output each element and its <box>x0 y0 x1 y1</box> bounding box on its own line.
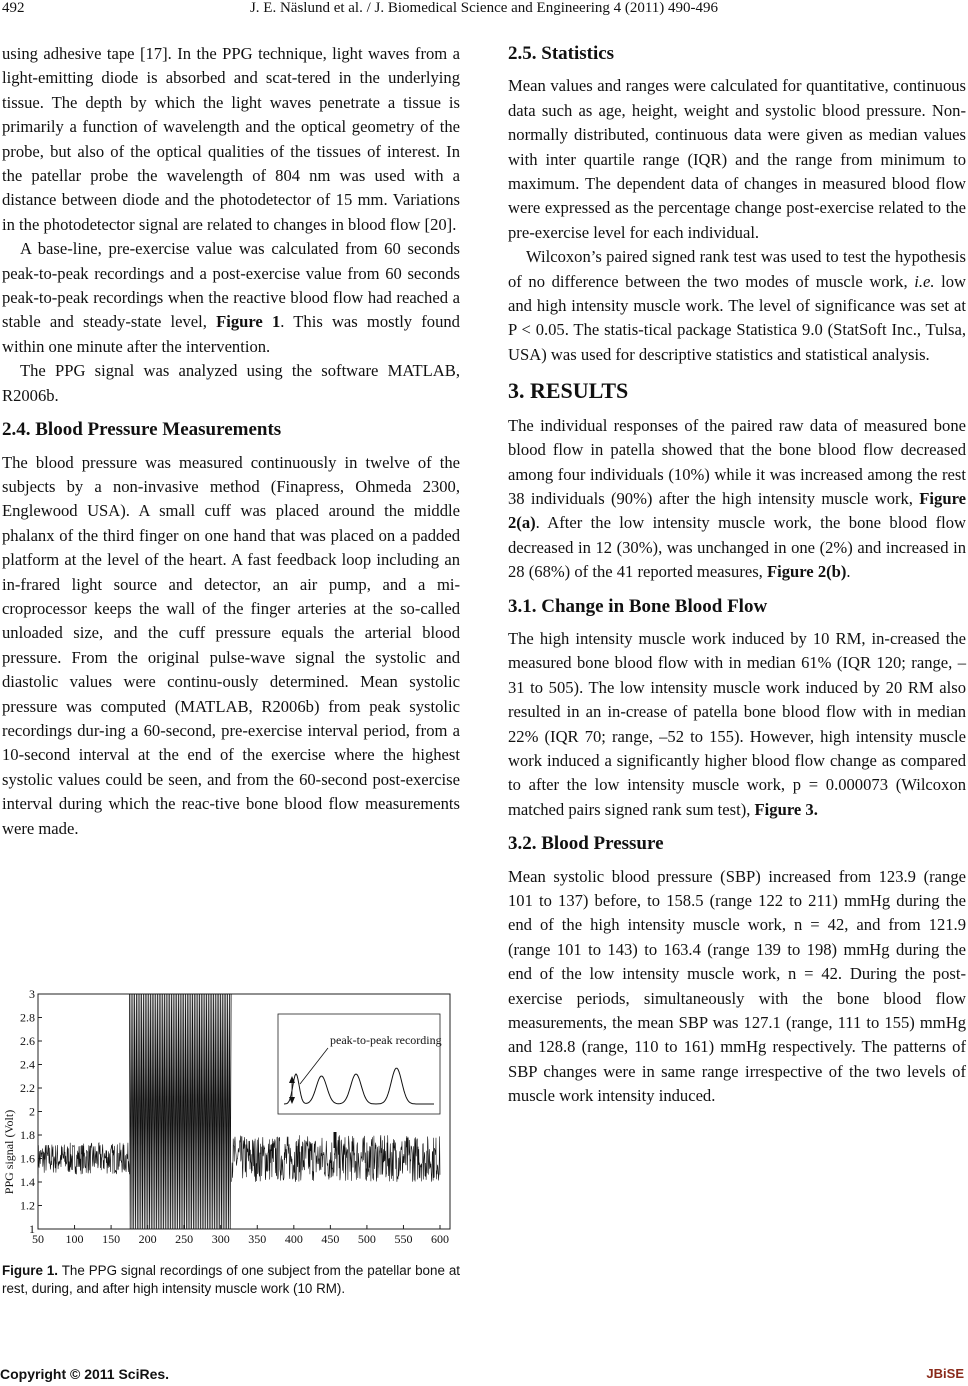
caption-label: Figure 1. <box>2 1263 59 1278</box>
copyright: Copyright © 2011 SciRes. <box>0 1366 170 1382</box>
paragraph-text: The individual responses of the paired raw data of measured bone blood flow in patella showed that the bone blood flow decreased among four individuals (10%) while it was increased among the rest 38 individuals (90%) after the high intensity muscle work, <box>508 415 966 508</box>
y-tick-label: 1.2 <box>20 1198 35 1213</box>
paragraph <box>2 237 460 359</box>
paragraph-text: . <box>846 562 851 582</box>
x-tick-label: 550 <box>394 1232 413 1246</box>
paragraph-text: . This was mostly found within one minute after the intervention. <box>2 312 460 356</box>
paragraph-text: Wilcoxon’s paired signed rank test was used to test the hypothesis of no difference between the two modes of muscle work, <box>508 247 966 291</box>
y-axis-label: PPG signal (Volt) <box>2 1109 16 1195</box>
paragraph-text: A base-line, pre-exercise value was calculated from 60 seconds peak-to-peak recordings and a post-exercise value from 60 seconds peak-to-peak recordings when the reactive blood flow had reached a stable and steady-state level, <box>2 239 460 332</box>
paragraph <box>508 627 966 822</box>
ppg-signal-exercise <box>129 994 231 1229</box>
x-tick-label: 500 <box>357 1232 376 1246</box>
x-tick-label: 350 <box>248 1232 267 1246</box>
section-heading: 3.2. Blood Pressure <box>508 833 664 855</box>
section-heading: 3.1. Change in Bone Blood Flow <box>508 595 768 617</box>
ppg-signal-pre <box>38 1143 129 1175</box>
x-tick-label: 50 <box>32 1232 44 1246</box>
y-tick-label: 2 <box>29 1104 35 1119</box>
y-tick-label: 2.8 <box>20 1010 35 1025</box>
y-tick-label: 1.8 <box>20 1128 35 1142</box>
paragraph: using adhesive tape [17]. In the PPG technique, light waves from a light-emitting diode is absorbed and scat-tered in the underlying tissue. The depth by which the light waves penetrate a tissue is primarily a function of wavelength and the optical geometry of the probe, but also of the optical qualities of the tissues of interest. In the patellar probe the wavelength of 804 nm was used with a distance between diode and the photodetector of 15 mm. Variations in the photodetector signal are related to changes in blood flow [20]. <box>2 44 460 234</box>
figure-reference[interactable]: Figure 2(b) <box>766 562 847 582</box>
y-tick-label: 2.2 <box>20 1081 35 1095</box>
right-column <box>508 42 966 1109</box>
paragraph-text: . After the low intensity muscle work, the bone blood flow decreased in 12 (30%), was unchanged in one (2%) and increased in 28 (68%) of the 41 reported measures, <box>508 513 966 582</box>
y-tick-label: 2.6 <box>20 1034 35 1048</box>
emphasis: i.e. <box>914 271 935 291</box>
x-tick-label: 400 <box>284 1232 303 1246</box>
x-tick-label: 300 <box>211 1232 230 1246</box>
x-tick-label: 250 <box>175 1232 194 1246</box>
section-heading: 2.5. Statistics <box>508 43 615 64</box>
running-title: J. E. Näslund et al. / J. Biomedical Science and Engineering 4 (2011) 490-496 <box>249 0 719 16</box>
paragraph <box>508 414 966 585</box>
figure-caption <box>2 1262 460 1297</box>
paragraph: Mean values and ranges were calculated for quantitative, continuous data such as age, height, weight and systolic blood pressure. Non-normally distributed, continuous data were given as median values with inter quartile range (IQR) and the range from minimum to maximum. The dependent data of changes in measured blood flow were expressed as the percentage change post-exercise related to the pre-exercise level for each individual. <box>508 76 966 242</box>
left-column <box>2 42 460 841</box>
figure-reference[interactable]: Figure 3. <box>754 799 818 819</box>
section-heading: 3. RESULTS <box>508 378 629 404</box>
paragraph-text: The high intensity muscle work induced by 10 RM, in-creased the measured bone blood flow with in median 61% (IQR 120; range, –31 to 505). The low intensity muscle work induced by 20 RM also resulted in an in-crease of patella bone blood flow with in median 22% (IQR 70; range, –52 to 155). However, high intensity muscle work induced a significantly higher blood flow change as compared to after the low intensity muscle work, p = 0.000073 (Wilcoxon matched pairs signed rank sum test), <box>508 628 966 819</box>
paragraph: The PPG signal was analyzed using the software MATLAB, R2006b. <box>2 361 460 405</box>
x-tick-label: 600 <box>431 1232 449 1246</box>
paragraph <box>508 245 966 367</box>
figure-reference[interactable]: Figure 2(a) <box>508 488 966 533</box>
y-tick-label: 2.4 <box>20 1057 35 1072</box>
y-tick-label: 3 <box>29 987 35 1001</box>
paragraph-text: low and high intensity muscle work. The level of significance was set at P < 0.05. The statis-tical package Statistica 9.0 (StatSoft Inc., Tulsa, USA) was used for descriptive statistics and statistical analysis. <box>508 271 966 364</box>
section-heading: 2.4. Blood Pressure Measurements <box>2 419 282 441</box>
x-axis-ticks <box>32 1225 449 1246</box>
y-tick-label: 1 <box>29 1222 35 1236</box>
y-tick-label: 1.6 <box>20 1151 35 1166</box>
paragraph: Mean systolic blood pressure (SBP) increased from 123.9 (range 101 to 137) before, to 158.5 (range 122 to 211) mmHg during the end of the high intensity muscle work, n = 42, and from 121.9 (range 101 to 143) to 163.4 (range 139 to 198) mmHg during the end of the low intensity muscle work, n = 42. During the post-exercise periods, simultaneously with the bone blood flow measurements, the mean SBP was 127.1 (range, 111 to 155) mmHg and 128.8 (range, 110 to 161) mmHg respectively. The patterns of SBP changes were in same range irrespective of the two levels of muscle work intensity induced. <box>508 866 966 1106</box>
y-tick-label: 1.4 <box>20 1175 35 1189</box>
x-tick-label: 450 <box>321 1232 340 1246</box>
paragraph: The blood pressure was measured continuously in twelve of the subjects by a non-invasive method (Finapress, Ohmeda 2300, Englewood USA). A small cuff was placed around the middle phalanx of the third finger on one hand that was placed on a padded platform at the level of the heart. A fast feedback loop including an in-frared light source and detector, an air pump, and a mi-croprocessor keeps the wall of the finger arteries at the so-called unloaded size, and the cuff pressure equals the arterial blood pressure. From the original pulse-wave signal the systolic and diastolic values were continu-ously determined. Mean systolic pressure was computed (MATLAB, R2006b) from peak systolic recordings dur-ing a 60-second, pre-exercise interval period, from a 10-second interval at the end of the exercise where the highest systolic values could be seen, and from the 60-second post-exercise interval during which the reac-tive bone blood flow measurements were made. <box>2 452 460 838</box>
page-number: 492 <box>2 0 25 16</box>
x-tick-label: 200 <box>138 1232 157 1246</box>
y-axis-ticks <box>20 987 42 1236</box>
figure-reference[interactable]: Figure 1 <box>216 312 281 332</box>
x-tick-label: 100 <box>65 1232 84 1246</box>
x-tick-label: 150 <box>102 1232 121 1246</box>
figure-1-chart <box>0 982 462 1254</box>
inset-label: peak-to-peak recording <box>330 1033 442 1047</box>
caption-text: The PPG signal recordings of one subject from the patellar bone at rest, during, and after high intensity muscle work (10 RM). <box>2 1263 460 1296</box>
journal-name: JBiSE <box>926 1366 964 1381</box>
